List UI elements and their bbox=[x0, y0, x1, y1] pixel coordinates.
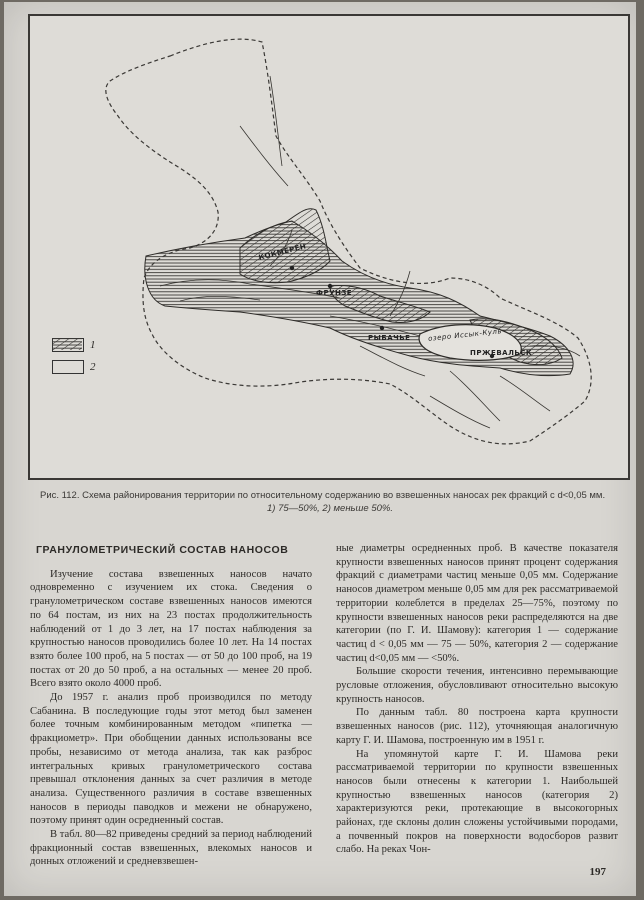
map-legend bbox=[52, 338, 96, 382]
legend-item-2 bbox=[52, 360, 96, 374]
territory-boundary bbox=[106, 39, 591, 444]
paragraph: По данным табл. 80 построена карта крупности взвешенных наносов (рис. 112), уточняющая аналогичную карту Г. И. Шамова, построенную им в 1951 г. bbox=[336, 707, 618, 746]
label-rybachye: РЫБАЧЬЕ bbox=[368, 334, 411, 342]
caption-main: Рис. 112. Схема районирования территории по относительному содержанию во взвешенных наносах рек фракций с d<0,05 мм. bbox=[40, 490, 606, 501]
legend-swatch-horizontal bbox=[52, 360, 84, 374]
book-page bbox=[4, 2, 636, 896]
right-column bbox=[336, 542, 618, 857]
zone-category-1-west bbox=[240, 209, 330, 283]
legend-number: 1 bbox=[90, 339, 96, 351]
paragraph: До 1957 г. анализ проб производился по методу Сабанина. В последующие годы этот метод был заменен более точным комбинированным методом «пипетка — фракциометр». При обобщении данных использованы все пробы, независимо от метода анализа, так как разброс интегральных кривых гранулометрического состава превышал отклонения данных за счет различия в методе анализа. Существенного различия в составе взвешенных наносов в периоды паводков и межени не обнаружено, поэтому принят один осредненный состав. bbox=[30, 692, 312, 827]
city-dot bbox=[290, 266, 294, 270]
city-dot bbox=[328, 284, 332, 288]
label-frunze: ФРУНЗЕ bbox=[316, 289, 353, 297]
region-map-drawing bbox=[30, 16, 628, 478]
left-column bbox=[30, 542, 312, 869]
city-dot bbox=[380, 326, 384, 330]
figure-caption bbox=[40, 489, 620, 515]
caption-sub: 1) 75—50%, 2) меньше 50%. bbox=[266, 503, 393, 514]
paragraph: В табл. 80—82 приведены средний за период наблюдений фракционный состав взвешенных, влекомых наносов и донных отложений и средневзвешен- bbox=[30, 829, 312, 868]
paragraph: ные диаметры осредненных проб. В качестве показателя крупности взвешенных наносов принят процент содержания фракций с диаметрами частиц меньше 0,05 мм. Содержание наносов диаметром меньше 0,05 мм для рек рассматриваемой территории колеблется в пределах 25—75%, поэтому по крупности взвешенных наносов реки распределяются на две категории (по Г. И. Шамову): категория 1 — содержание частиц d < 0,05 мм — 75 — 50%, категория 2 — содержание частиц d<0,05 мм — <50%. bbox=[336, 543, 618, 664]
page-number: 197 bbox=[589, 866, 606, 878]
label-lake: озеро Иссык-Куль bbox=[427, 327, 503, 343]
figure-map bbox=[28, 14, 630, 480]
label-przhevalsk: ПРЖЕВАЛЬСК bbox=[470, 349, 533, 357]
legend-number: 2 bbox=[90, 361, 96, 373]
paragraph: Изучение состава взвешенных наносов начато одновременно с изучением их стока. Сведения о гранулометрическом составе взвешенных наносов имеются по 64 постам, из них на 23 постах продолжительность наблюдений от 1 до 3 лет, на 17 постах наблюдения за крупностью наносов проводились более 10 лет. На 14 постах взято более 100 проб, на 5 постах — от 50 до 100 проб, на 19 постах от 20 до 50 проб, а на остальных — менее 20 проб. Всего взято около 4000 проб. bbox=[30, 568, 312, 690]
label-kokmeren: КОКМЕРЕН bbox=[257, 242, 308, 262]
paragraph: Большие скорости течения, интенсивно перемывающие русловые отложения, обусловливают относительно высокую крупность наносов. bbox=[336, 666, 618, 705]
section-heading: ГРАНУЛОМЕТРИЧЕСКИЙ СОСТАВ НАНОСОВ bbox=[36, 544, 289, 556]
paragraph: На упомянутой карте Г. И. Шамова реки рассматриваемой территории по крупности взвешенных наносов были отнесены к категории 1. Наибольшей крупностью взвешенных наносов (категория 2) характеризуются реки, протекающие в высокогорных районах, где склоны долин сложены устойчивыми породами, а почвенный покров на поверхности водосборов развит слабо. На реках Чон- bbox=[336, 748, 618, 856]
